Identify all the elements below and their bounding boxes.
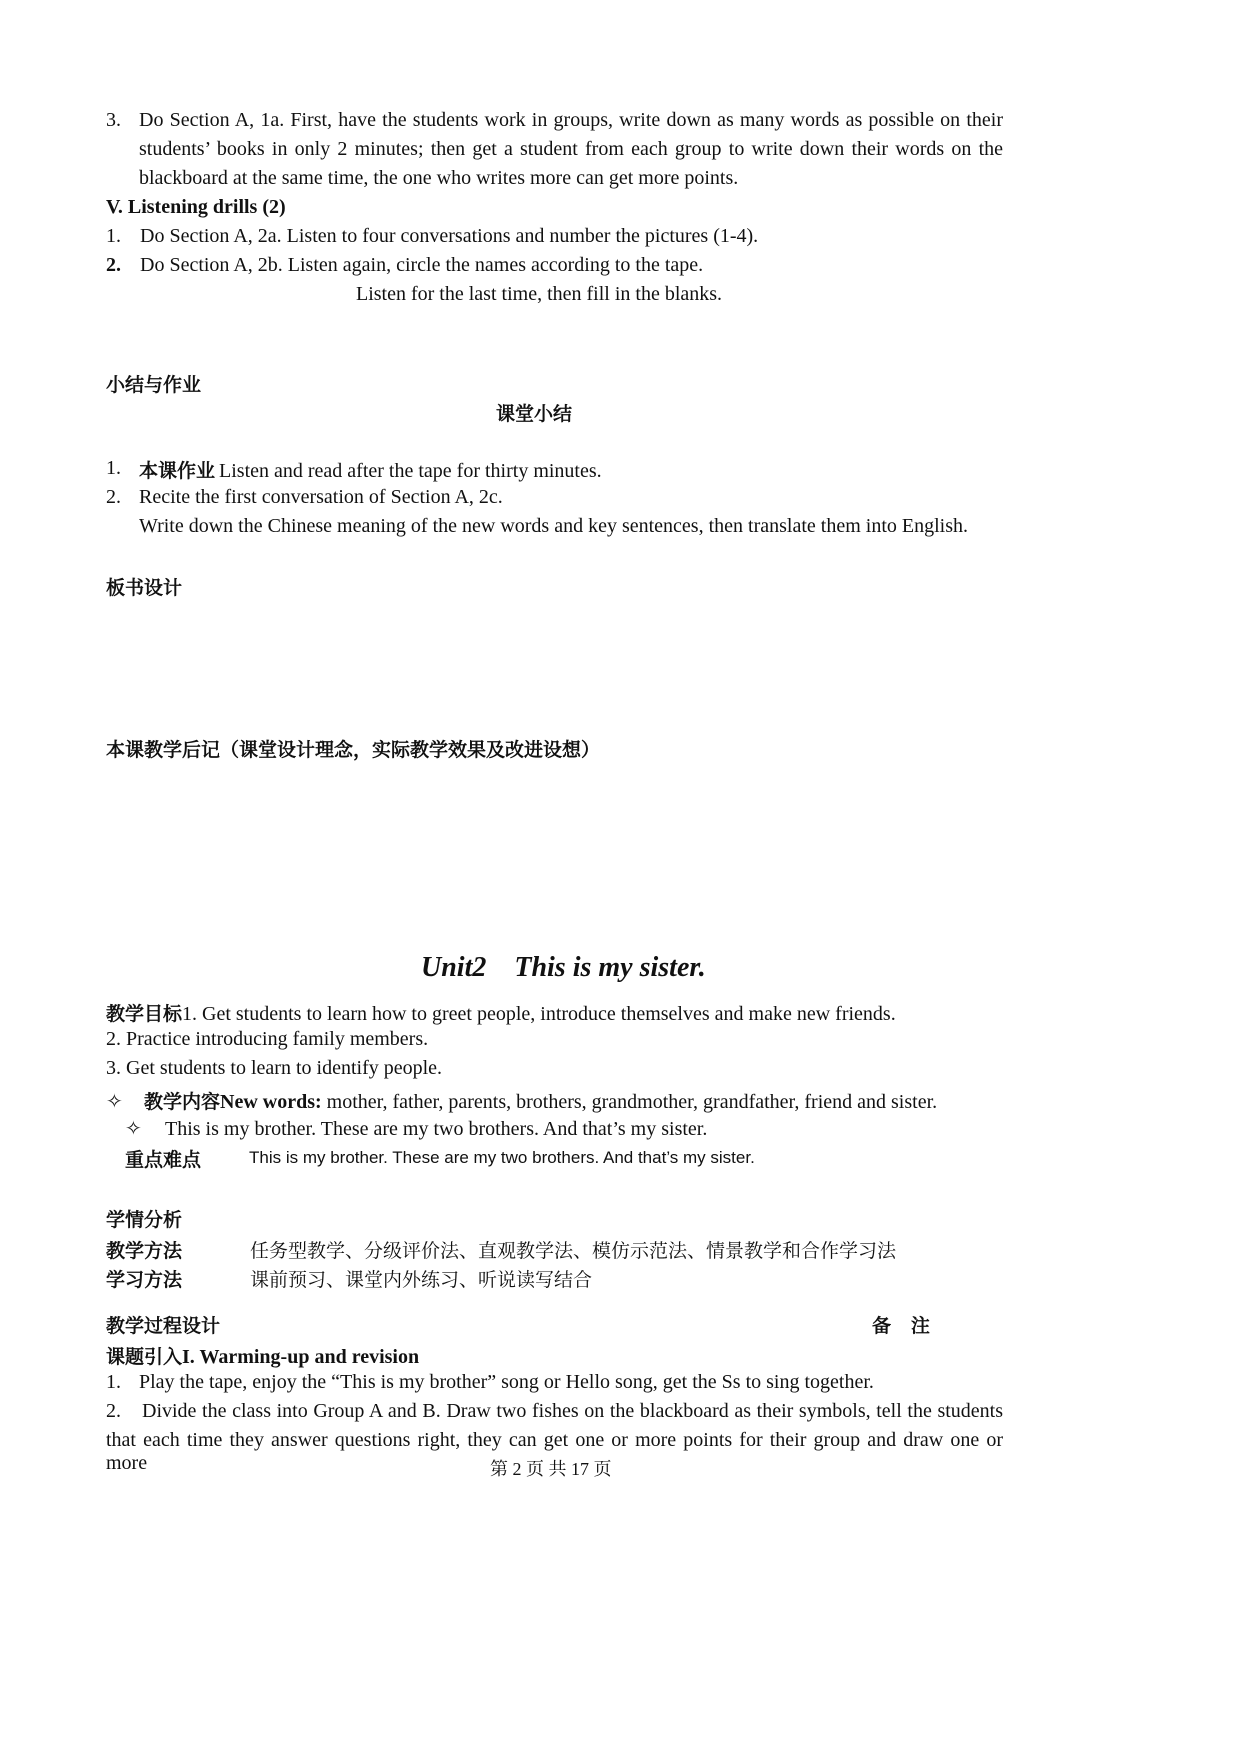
section-heading: 板书设计 [106,577,183,599]
inline-label: 学习方法 [106,1269,183,1291]
list-item: 2. Practice introducing family members. [106,1028,429,1050]
list-item: Write down the Chinese meaning of the new words and key sentences, then translate them into English. [139,515,968,537]
section-heading: 学情分析 [106,1209,183,1231]
item-text: 任务型教学、分级评价法、直观教学法、模仿示范法、情景教学和合作学习法 [250,1240,897,1262]
section-heading: V. Listening drills (2) [106,196,286,218]
paragraph-line: Do Section A, 1a. First, have the students work in groups, write down as many words as possible on their [139,109,1003,131]
inline-label: New words: [220,1091,322,1113]
page-title: Unit2 This is my sister. [421,952,706,983]
paragraph-line: Divide the class into Group A and B. Draw two fishes on the blackboard as their symbols, tell the students [142,1400,1003,1422]
list-item [139,456,602,483]
sentence-line [125,1116,707,1141]
inline-label: 教学内容 [144,1091,221,1113]
list-item: Do Section A, 2a. Listen to four conversations and number the pictures (1-4). [140,225,759,247]
item-text: 课前预习、课堂内外练习、听说读写结合 [250,1269,593,1291]
list-number: 1. [106,457,121,479]
diamond-icon: ✧ [106,1091,123,1113]
subsection-heading [106,1342,419,1369]
page-number: 第 2 页 共 17 页 [490,1459,612,1479]
list-item: Listen for the last time, then fill in the blanks. [356,283,723,305]
list-number: 1. [106,225,121,247]
list-number: 2. [106,1400,121,1422]
paragraph-line: that each time they answer questions right, they can get one or more points for their group and draw one or more [106,1429,1003,1474]
objectives-line [106,999,896,1026]
section-heading: 本课教学后记（课堂设计理念，实际教学效果及改进设想） [106,739,601,761]
item-text: This is my brother. These are my two brothers. And that’s my sister. [249,1148,755,1167]
paragraph-line: students’ books in only 2 minutes; then get a student from each group to write down their words on the [139,138,1003,160]
list-item: Recite the first conversation of Section A, 2c. [139,486,503,508]
list-item: Do Section A, 2b. Listen again, circle the names according to the tape. [140,254,704,276]
section-heading: 教学过程设计 [106,1315,221,1337]
item-text: Listen and read after the tape for thirty minutes. [219,460,602,482]
item-text: mother, father, parents, brothers, grandmother, grandfather, friend and sister. [321,1091,938,1113]
item-text: 1. Get students to learn how to greet people, introduce themselves and make new friends. [182,1003,896,1025]
inline-label: 重点难点 [125,1149,202,1171]
list-number: 1. [106,1371,121,1393]
inline-label: 课题引入 [106,1346,183,1368]
list-number: 2. [106,486,121,508]
notes-label: 备 注 [872,1315,930,1337]
list-item: 3. Get students to learn to identify people. [106,1057,443,1079]
list-item: Play the tape, enjoy the “This is my brother” song or Hello song, get the Ss to sing together. [139,1371,874,1393]
item-text: I. Warming-up and revision [182,1346,420,1368]
list-number: 2. [106,254,121,276]
diamond-icon: ✧ [125,1118,142,1140]
content-line [106,1087,937,1114]
inline-label: 本课作业 [139,460,216,482]
inline-label: 教学方法 [106,1240,183,1262]
inline-label: 教学目标 [106,1003,183,1025]
section-heading: 小结与作业 [106,374,202,396]
item-text: This is my brother. These are my two brothers. And that’s my sister. [165,1118,708,1140]
list-number: 3. [106,109,121,131]
subheading: 课堂小结 [496,403,573,425]
paragraph-line: blackboard at the same time, the one who writes more can get more points. [139,167,739,189]
